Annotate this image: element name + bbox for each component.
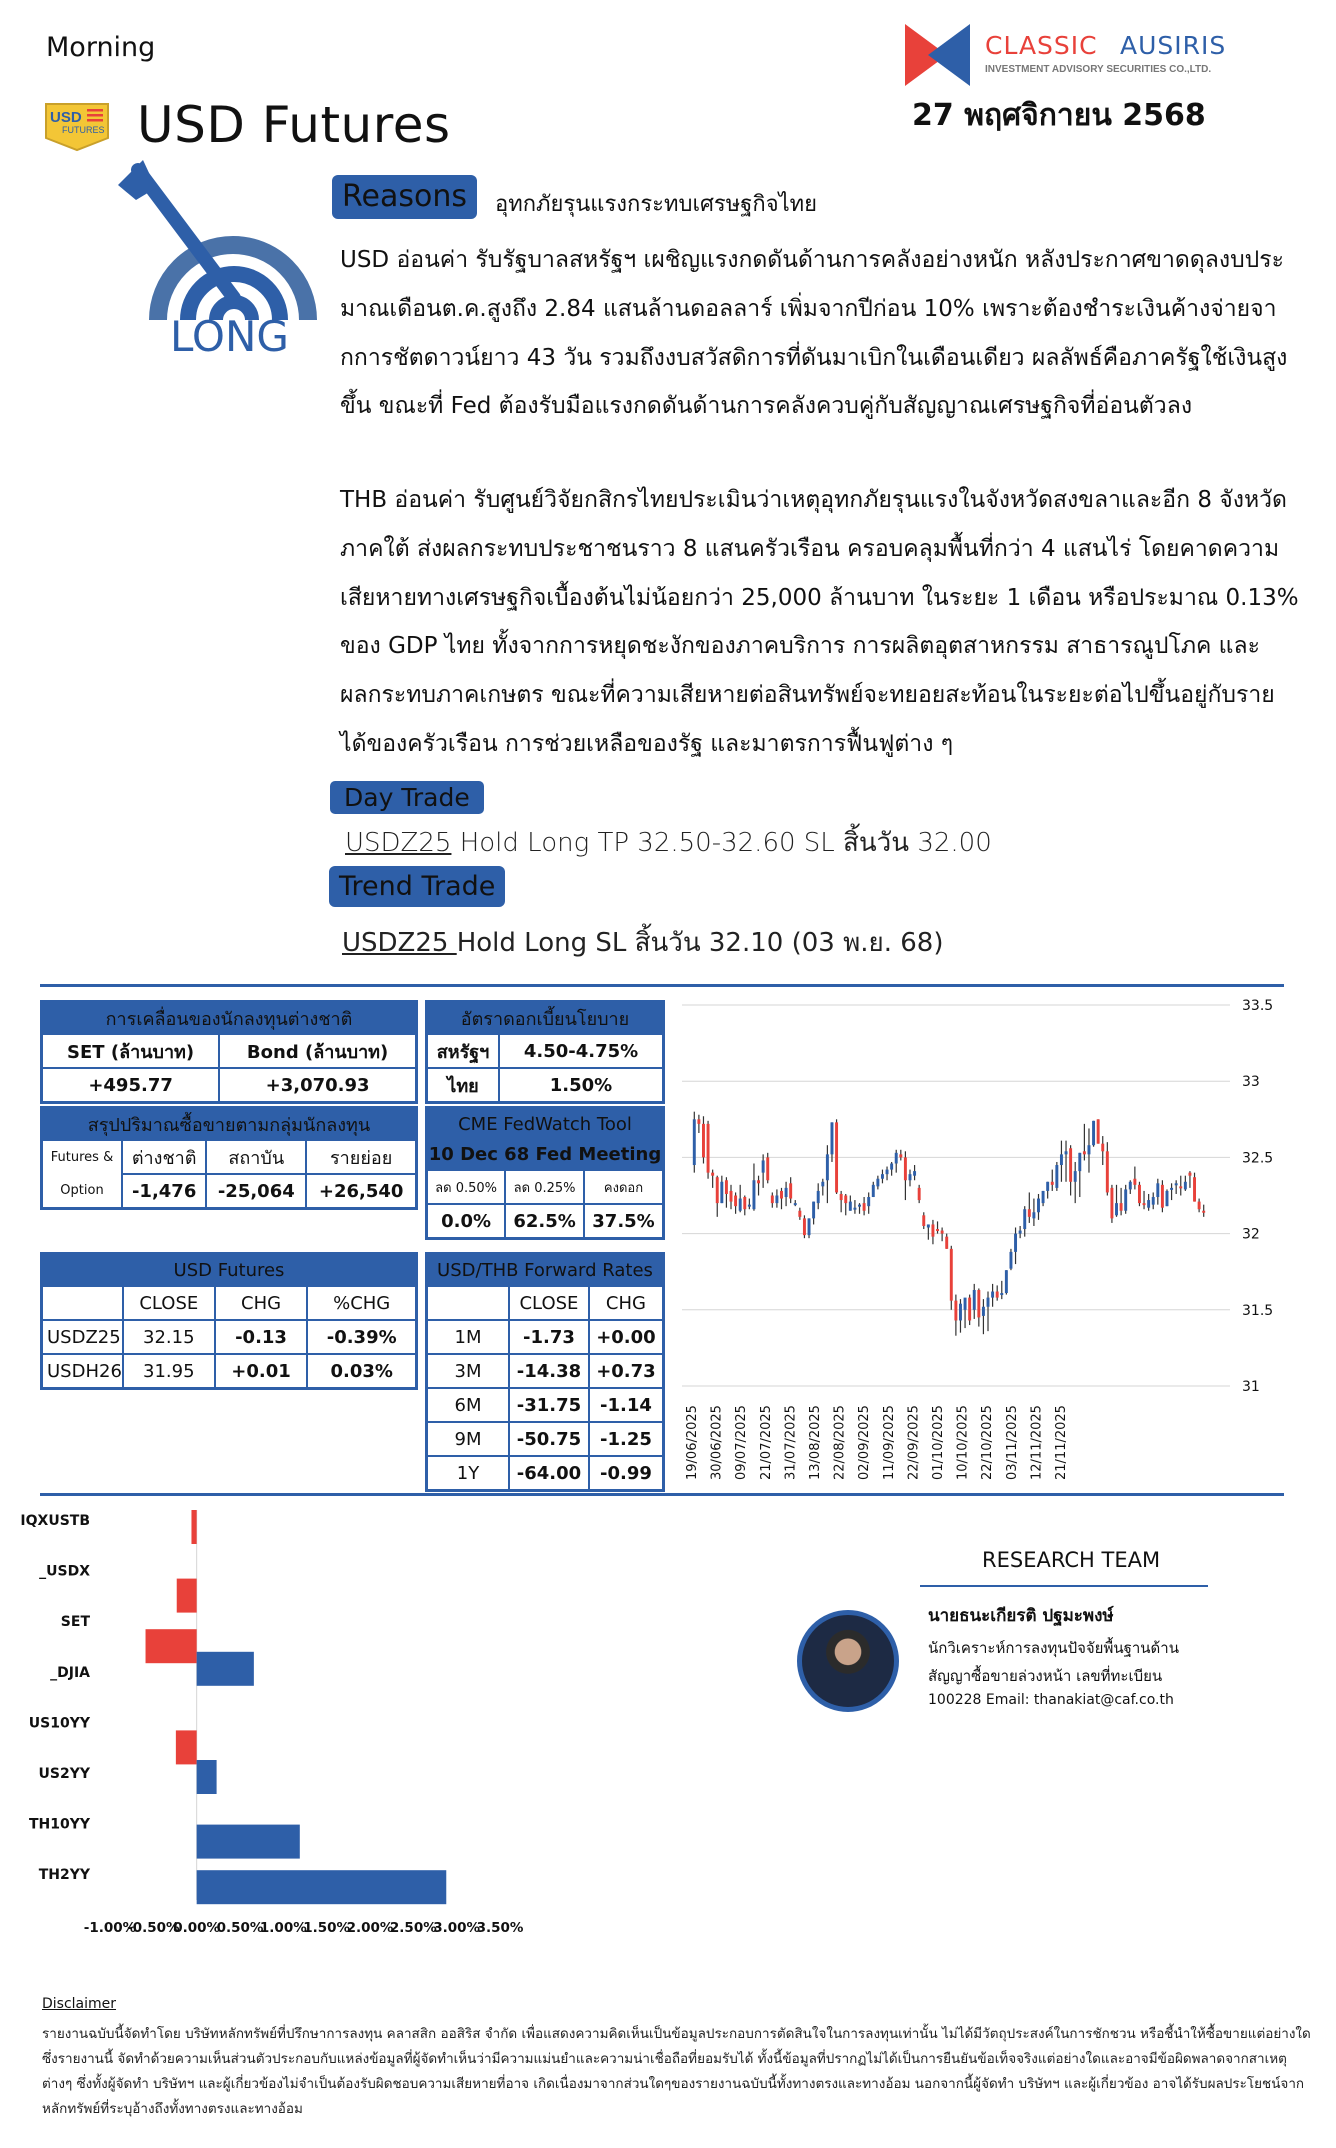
- candle-body: [739, 1199, 742, 1211]
- fedwatch-value: 37.5%: [584, 1204, 664, 1239]
- candle-body: [1170, 1188, 1173, 1190]
- candle-body: [1005, 1270, 1008, 1293]
- y-tick-label: 31: [1242, 1379, 1260, 1395]
- candle-body: [867, 1197, 870, 1206]
- trend-trade-recommendation: [342, 922, 943, 963]
- x-tick-label: 2.50%: [389, 1920, 437, 1936]
- x-tick-label: 03/11/2025: [1004, 1405, 1020, 1480]
- bar-category-label: SET: [60, 1614, 90, 1631]
- candle-body: [968, 1298, 971, 1321]
- candle-body: [1133, 1179, 1136, 1185]
- col-header: [427, 1286, 510, 1320]
- candle-body: [734, 1196, 737, 1207]
- candle-body: [743, 1197, 746, 1209]
- candle-body: [803, 1218, 806, 1235]
- reasons-badge: Reasons: [332, 175, 477, 219]
- bar: [191, 1510, 196, 1544]
- day-trade-badge: Day Trade: [330, 781, 484, 814]
- candle-body: [931, 1224, 934, 1236]
- tenor: 9M: [427, 1422, 510, 1456]
- candle-body: [1138, 1185, 1141, 1203]
- candle-body: [1065, 1151, 1068, 1154]
- col-header: CHG: [215, 1286, 308, 1320]
- candle-body: [1179, 1186, 1182, 1188]
- x-tick-label: 19/06/2025: [685, 1405, 700, 1480]
- candle-body: [821, 1182, 824, 1187]
- trend-trade-text: Hold Long SL สิ้นวัน 32.10 (03 พ.ย. 68): [456, 928, 944, 958]
- edition-label: Morning: [46, 32, 156, 63]
- day-trade-recommendation: [345, 822, 992, 863]
- candle-body: [1078, 1153, 1081, 1171]
- candle-body: [808, 1218, 811, 1235]
- forward-rates-table: [425, 1252, 665, 1492]
- candle-body: [831, 1122, 834, 1154]
- candle-body: [1042, 1191, 1045, 1203]
- candle-body: [794, 1203, 797, 1205]
- analyst-license: สัญญาซื้อขายล่วงหน้า เลขที่ทะเบียน: [928, 1667, 1163, 1685]
- candle-body: [853, 1208, 856, 1210]
- bar: [197, 1760, 217, 1794]
- day-trade-text: Hold Long TP 32.50-32.60 SL สิ้นวัน 32.00: [451, 828, 992, 858]
- policy-rate-value: 4.50-4.75%: [499, 1034, 664, 1068]
- candle-body: [707, 1124, 710, 1173]
- candle-body: [913, 1171, 916, 1176]
- candle-body: [1051, 1182, 1054, 1185]
- fedwatch-meeting: 10 Dec 68 Fed Meeting: [427, 1139, 664, 1170]
- candle-body: [789, 1183, 792, 1198]
- x-tick-label: 1.00%: [259, 1920, 307, 1936]
- market-change-bar-chart: [20, 1510, 770, 1990]
- col-header: CLOSE: [509, 1286, 589, 1320]
- col-header: [42, 1286, 123, 1320]
- reasons-headline: อุทกภัยรุนแรงกระทบเศรษฐกิจไทย: [495, 192, 818, 217]
- research-team-title: RESEARCH TEAM: [982, 1548, 1161, 1572]
- usd-analysis-paragraph: USD อ่อนค่า รับรัฐบาลสหรัฐฯ เผชิญแรงกดดันด้านการคลังอย่างหนัก หลังประกาศขาดดุลงบประมาณเดือนต.ค.สูงถึง 2.84 แสนล้านดอลลาร์ เพิ่มจากปีก่อน 10% เพราะต้องชำระเงินค้างจ่ายจากการชัตดาวน์ยาว 43 วัน รวมถึงงบสวัสดิการที่ดันมาเบิกในเดือนเดียว ผลลัพธ์คือภาครัฐใช้เงินสูงขึ้น ขณะที่ Fed ต้องรับมือแรงกดดันด้านการคลังควบคู่กับสัญญาณเศรษฐกิจที่อ่อนตัวลง: [340, 247, 1288, 420]
- candle-body: [927, 1224, 930, 1227]
- candle-body: [1046, 1182, 1049, 1191]
- x-tick-label: 31/07/2025: [783, 1405, 799, 1480]
- candle-body: [899, 1154, 902, 1157]
- candle-body: [941, 1231, 944, 1234]
- foreign-flow-header: SET (ล้านบาท): [42, 1034, 220, 1068]
- tenor: 1M: [427, 1320, 510, 1354]
- close: 32.15: [123, 1320, 215, 1354]
- close: -14.38: [509, 1354, 589, 1388]
- candle-body: [895, 1153, 898, 1164]
- candle-body: [748, 1205, 751, 1207]
- candle-body: [766, 1157, 769, 1180]
- candle-body: [835, 1122, 838, 1192]
- table-row: [427, 1422, 664, 1456]
- candle-body: [982, 1307, 985, 1316]
- candle-body: [711, 1173, 714, 1176]
- candle-body: [909, 1174, 912, 1180]
- investor-header: ต่างชาติ: [122, 1140, 206, 1174]
- x-tick-label: 02/09/2025: [857, 1405, 873, 1480]
- usd-futures-table: [40, 1252, 418, 1390]
- day-trade-symbol: USDZ25: [345, 828, 452, 858]
- x-tick-label: 22/10/2025: [980, 1405, 996, 1480]
- candle-body: [1000, 1293, 1003, 1295]
- candle-body: [1032, 1212, 1035, 1218]
- chg: +0.00: [589, 1320, 664, 1354]
- x-tick-label: 1.50%: [303, 1920, 351, 1936]
- close: -31.75: [509, 1388, 589, 1422]
- candle-body: [1166, 1191, 1169, 1206]
- candle-body: [996, 1292, 999, 1298]
- x-tick-label: 01/10/2025: [931, 1405, 946, 1480]
- candle-body: [725, 1180, 728, 1194]
- investor-summary-title: สรุปปริมาณซื้อขายตามกลุ่มนักลงทุน: [42, 1108, 417, 1141]
- x-tick-label: 3.00%: [433, 1920, 481, 1936]
- candle-body: [1037, 1199, 1040, 1213]
- candle-body: [1184, 1182, 1187, 1190]
- candle-body: [964, 1298, 967, 1310]
- investor-value: +26,540: [306, 1174, 416, 1209]
- candle-body: [959, 1304, 962, 1321]
- candle-body: [1193, 1177, 1196, 1201]
- x-tick-label: 3.50%: [476, 1920, 524, 1936]
- candle-body: [1129, 1182, 1132, 1190]
- table-row: [42, 1354, 417, 1389]
- candle-body: [1156, 1183, 1159, 1197]
- x-tick-label: -0.50%: [127, 1920, 180, 1936]
- trend-trade-badge: Trend Trade: [329, 866, 505, 907]
- table-row: [427, 1354, 664, 1388]
- candle-body: [849, 1202, 852, 1211]
- candle-body: [890, 1163, 893, 1169]
- x-tick-label: -1.00%: [83, 1920, 137, 1936]
- chg: +0.01: [215, 1354, 308, 1389]
- candle-body: [817, 1191, 820, 1203]
- contract: USDH26: [42, 1354, 123, 1389]
- candle-body: [775, 1196, 778, 1204]
- candle-body: [918, 1188, 921, 1200]
- candle-body: [1097, 1119, 1100, 1143]
- candle-body: [904, 1157, 907, 1180]
- bar-category-label: TH10YY: [28, 1816, 90, 1833]
- policy-rate-title: อัตราดอกเบี้ยนโยบาย: [427, 1002, 664, 1035]
- bar: [177, 1579, 197, 1613]
- candle-body: [1175, 1183, 1178, 1185]
- policy-rate-value: 1.50%: [499, 1068, 664, 1103]
- candle-body: [785, 1188, 788, 1197]
- col-header: CHG: [589, 1286, 664, 1320]
- close: -64.00: [509, 1456, 589, 1491]
- fedwatch-title: CME FedWatch Tool: [427, 1108, 664, 1140]
- candle-body: [886, 1170, 889, 1175]
- research-team-divider: [920, 1585, 1208, 1587]
- disclaimer-title: Disclaimer: [42, 1996, 117, 2012]
- fedwatch-header: ลด 0.50%: [427, 1170, 506, 1204]
- foreign-flow-value: +495.77: [42, 1068, 220, 1103]
- candle-body: [1060, 1154, 1063, 1165]
- svg-text:CLASSIC: CLASSIC: [985, 31, 1098, 60]
- candle-body: [697, 1119, 700, 1124]
- foreign-flow-title: การเคลื่อนของนักลงทุนต่างชาติ: [42, 1002, 417, 1035]
- company-logo: [905, 20, 1285, 90]
- pct-chg: -0.39%: [307, 1320, 416, 1354]
- candle-body: [1124, 1189, 1127, 1210]
- report-date: 27 พฤศจิกายน 2568: [912, 98, 1206, 133]
- target-arrow-icon: [118, 160, 308, 320]
- candle-body: [1198, 1202, 1201, 1210]
- candle-body: [1188, 1173, 1191, 1176]
- policy-rate-country: ไทย: [427, 1068, 500, 1103]
- candle-body: [1120, 1203, 1123, 1211]
- candle-body: [1202, 1211, 1205, 1213]
- chg: -0.13: [215, 1320, 308, 1354]
- candle-body: [1083, 1151, 1086, 1154]
- candle-body: [762, 1160, 765, 1172]
- contract: USDZ25: [42, 1320, 123, 1354]
- candle-body: [1069, 1148, 1072, 1182]
- signal-long: LONG: [170, 312, 289, 361]
- candle-body: [922, 1215, 925, 1226]
- candle-body: [950, 1249, 953, 1301]
- x-tick-label: 2.00%: [346, 1920, 394, 1936]
- candle-body: [858, 1205, 861, 1207]
- table-row: [427, 1388, 664, 1422]
- col-header: %CHG: [307, 1286, 416, 1320]
- y-tick-label: 32: [1242, 1226, 1260, 1243]
- candle-body: [840, 1194, 843, 1200]
- y-tick-label: 32.5: [1242, 1150, 1274, 1167]
- col-header: CLOSE: [123, 1286, 215, 1320]
- candle-body: [720, 1182, 723, 1203]
- chg: -1.14: [589, 1388, 664, 1422]
- fedwatch-table: [425, 1106, 665, 1240]
- candle-body: [826, 1154, 829, 1180]
- x-tick-label: 10/10/2025: [955, 1405, 971, 1480]
- table-row: [42, 1320, 417, 1354]
- close: -50.75: [509, 1422, 589, 1456]
- fedwatch-header: คงดอก: [584, 1170, 664, 1204]
- candle-body: [716, 1177, 719, 1203]
- candle-body: [1101, 1144, 1104, 1152]
- tenor: 1Y: [427, 1456, 510, 1491]
- candle-body: [863, 1203, 866, 1211]
- x-tick-label: 22/09/2025: [906, 1405, 922, 1480]
- bar-category-label: _DJIA: [50, 1664, 90, 1681]
- bar: [197, 1825, 300, 1859]
- table-row: [427, 1320, 664, 1354]
- bar-category-label: US2YY: [38, 1766, 90, 1782]
- candle-body: [1115, 1203, 1118, 1215]
- fedwatch-value: 62.5%: [505, 1204, 584, 1239]
- thb-analysis-paragraph: THB อ่อนค่า รับศูนย์วิจัยกสิกรไทยประเมินว่าเหตุอุทกภัยรุนแรงในจังหวัดสงขลาและอีก 8 จังหวัดภาคใต้ ส่งผลกระทบประชาชนราว 8 แสนครัวเรือน ครอบคลุมพื้นที่กว่า 4 แสนไร่ โดยคาดความเสียหายทางเศรษฐกิจเบื้องต้นไม่น้อยกว่า 25,000 ล้านบาท ในระยะ 1 เดือน หรือประมาณ 0.13% ของ GDP ไทย ทั้งจากการหยุดชะงักของภาคบริการ การผลิตอุตสาหกรรม สาธารณูปโภค และผลกระทบภาคเกษตร ขณะที่ความเสียหายต่อสินทรัพย์จะทยอยสะท้อนในระยะต่อไปขึ้นอยู่กับรายได้ของครัวเรือน การช่วยเหลือของรัฐ และมาตรการฟื้นฟูต่าง ๆ: [340, 487, 1299, 757]
- svg-text:FUTURES: FUTURES: [62, 125, 105, 135]
- analyst-role: นักวิเคราะห์การลงทุนปัจจัยพื้นฐานด้าน: [928, 1639, 1179, 1657]
- y-tick-label: 33: [1242, 1074, 1260, 1091]
- candle-body: [1023, 1209, 1026, 1229]
- investor-header: สถาบัน: [206, 1140, 306, 1174]
- candle-body: [954, 1301, 957, 1321]
- candle-body: [1110, 1188, 1113, 1218]
- x-tick-label: 09/07/2025: [734, 1405, 750, 1480]
- candle-body: [872, 1185, 875, 1197]
- x-tick-label: 0.00%: [173, 1920, 221, 1936]
- foreign-flow-header: Bond (ล้านบาท): [219, 1034, 416, 1068]
- candle-body: [844, 1196, 847, 1204]
- analyst-contact: 100228 Email: thanakiat@caf.co.th: [928, 1692, 1174, 1708]
- candle-body: [1152, 1197, 1155, 1205]
- y-tick-label: 31.5: [1242, 1302, 1274, 1319]
- chg: +0.73: [589, 1354, 664, 1388]
- foreign-flow-value: +3,070.93: [219, 1068, 416, 1103]
- bar: [176, 1730, 197, 1764]
- candle-body: [991, 1292, 994, 1298]
- candle-body: [876, 1179, 879, 1187]
- usd-futures-logo: [42, 100, 112, 152]
- candle-body: [973, 1290, 976, 1310]
- chg: -0.99: [589, 1456, 664, 1491]
- candle-body: [752, 1180, 755, 1209]
- candle-body: [757, 1180, 760, 1183]
- tenor: 3M: [427, 1354, 510, 1388]
- usd-futures-table-title: USD Futures: [42, 1254, 417, 1287]
- candle-body: [1019, 1231, 1022, 1234]
- investor-summary-table: [40, 1106, 418, 1210]
- y-tick-label: 33.5: [1242, 998, 1274, 1014]
- candle-body: [936, 1229, 939, 1231]
- x-tick-label: 0.50%: [216, 1920, 264, 1936]
- candle-body: [1028, 1209, 1031, 1217]
- candle-body: [881, 1174, 884, 1179]
- usdthb-candlestick-chart: [682, 990, 1282, 1490]
- x-tick-label: 12/11/2025: [1029, 1405, 1045, 1480]
- x-tick-label: 11/09/2025: [881, 1405, 897, 1480]
- bar: [197, 1652, 254, 1686]
- x-tick-label: 21/07/2025: [758, 1405, 774, 1480]
- candle-body: [987, 1298, 990, 1307]
- tenor: 6M: [427, 1388, 510, 1422]
- row-label: Option: [42, 1174, 123, 1209]
- forward-rates-title: USD/THB Forward Rates: [427, 1254, 664, 1287]
- bar-category-label: TH2YY: [38, 1867, 90, 1884]
- analyst-name: นายธนะเกียรติ ปฐมะพงษ์: [928, 1606, 1114, 1626]
- candle-body: [1088, 1145, 1091, 1154]
- candle-body: [1106, 1151, 1109, 1192]
- candle-body: [771, 1196, 774, 1204]
- policy-rate-country: สหรัฐฯ: [427, 1034, 500, 1068]
- candle-body: [702, 1124, 705, 1158]
- candle-body: [1074, 1171, 1077, 1182]
- svg-text:AUSIRIS: AUSIRIS: [1120, 31, 1227, 60]
- bar: [146, 1629, 197, 1663]
- pct-chg: 0.03%: [307, 1354, 416, 1389]
- section-divider: [40, 1493, 1284, 1496]
- chg: -1.25: [589, 1422, 664, 1456]
- candle-body: [945, 1237, 948, 1249]
- fedwatch-value: 0.0%: [427, 1204, 506, 1239]
- fedwatch-header: ลด 0.25%: [505, 1170, 584, 1204]
- bar-category-label: US10YY: [28, 1715, 90, 1732]
- candle-body: [1014, 1234, 1017, 1252]
- x-tick-label: 13/08/2025: [808, 1405, 823, 1480]
- investor-value: -25,064: [206, 1174, 306, 1209]
- disclaimer-text: รายงานฉบับนี้จัดทำโดย บริษัทหลักทรัพย์ที่ปรึกษาการลงทุน คลาสสิก ออสิริส จำกัด เพื่อแสดงความคิดเห็นเป็นข้อมูลประกอบการตัดสินใจในการลงทุนเท่านั้น ไม่ได้มีวัตถุประสงค์ในการชักชวน หรือชี้นำให้ซื้อขายแต่อย่างใด ซึ่งรายงานนี้ จัดทำด้วยความเห็นส่วนตัวประกอบกับแหล่งข้อมูลที่ผู้จัดทำเห็นว่ามีความแม่นยำและความน่าเชื่อถือที่ยอมรับได้ ทั้งนี้ข้อมูลที่ปรากฏไม่ได้เป็นการยืนยันข้อเท็จจริงแต่อย่างใดและอาจมีข้อผิดพลาดจากสาเหตุต่างๆ ซึ่งทั้งผู้จัดทำ บริษัทฯ และผู้เกี่ยวข้องไม่จำเป็นต้องรับผิดชอบความเสียหายที่อาจ เกิดเนื่องมาจากส่วนใดๆของรายงานฉบับนี้ทั้งทางตรงและทางอ้อม นอกจากนี้ผู้จัดทำ บริษัทฯ และผู้เกี่ยวข้อง อาจได้รับผลประโยชน์จากหลักทรัพย์ที่ระบุอ้างถึงทั้งทางตรงและทางอ้อม: [42, 2026, 1311, 2117]
- candle-body: [1161, 1185, 1164, 1208]
- close: 31.95: [123, 1354, 215, 1389]
- policy-rate-table: [425, 1000, 665, 1104]
- investor-value: -1,476: [122, 1174, 206, 1209]
- candle-body: [693, 1119, 696, 1165]
- candle-body: [1009, 1252, 1012, 1269]
- foreign-flow-table: [40, 1000, 418, 1104]
- x-tick-label: 30/06/2025: [709, 1405, 725, 1480]
- bar-category-label: IQXUSTB: [20, 1513, 90, 1529]
- trend-trade-symbol: USDZ25: [342, 928, 457, 958]
- candle-body: [812, 1202, 815, 1219]
- candle-body: [977, 1290, 980, 1317]
- table-row: [427, 1456, 664, 1491]
- candle-body: [1092, 1121, 1095, 1145]
- bar: [197, 1870, 447, 1904]
- analyst-avatar: [797, 1610, 899, 1712]
- candle-body: [1055, 1165, 1058, 1188]
- x-tick-label: 21/11/2025: [1054, 1405, 1069, 1480]
- close: -1.73: [509, 1320, 589, 1354]
- candle-body: [780, 1191, 783, 1199]
- candle-body: [1143, 1203, 1146, 1205]
- svg-text:INVESTMENT ADVISORY SECURITIES: INVESTMENT ADVISORY SECURITIES CO.,LTD.: [985, 64, 1212, 75]
- bar-category-label: _USDX: [39, 1563, 90, 1580]
- x-tick-label: 22/08/2025: [832, 1405, 848, 1480]
- section-divider: [40, 984, 1284, 987]
- candle-body: [730, 1191, 733, 1202]
- candle-body: [798, 1211, 801, 1217]
- investor-header: รายย่อย: [306, 1140, 416, 1174]
- row-label: Futures &: [42, 1140, 123, 1174]
- page-title: USD Futures: [137, 96, 451, 154]
- candle-body: [1147, 1200, 1150, 1208]
- svg-text:USD: USD: [50, 109, 82, 126]
